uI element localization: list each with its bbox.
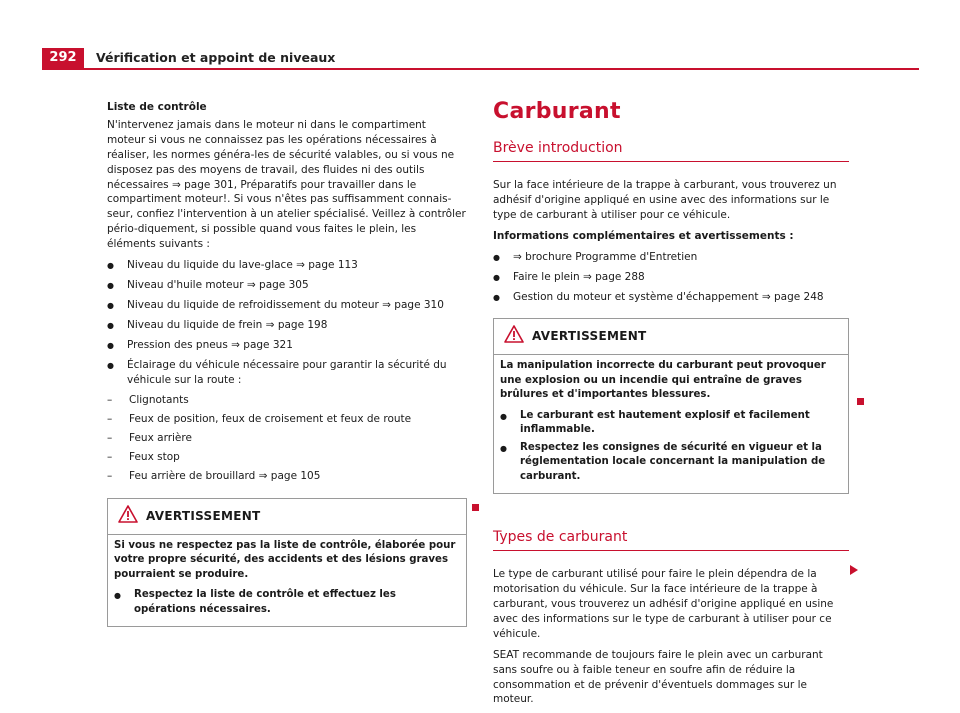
list-item: ● Le carburant est hautement explosif et facilement inflammable. — [500, 409, 842, 438]
section-end-marker — [472, 504, 479, 511]
warning-body — [494, 355, 848, 493]
continue-arrow-icon — [850, 565, 858, 575]
list-item: ● Respectez la liste de contrôle et effectuez les opérations nécessaires. — [114, 588, 460, 617]
list-item: – Feu arrière de brouillard ⇒ page 105 — [107, 469, 467, 484]
list-item: ● Niveau d'huile moteur ⇒ page 305 — [107, 278, 467, 293]
warning-header — [494, 319, 848, 355]
fuel-types-text-1: Le type de carburant utilisé pour faire le plein dépendra de la motorisation du véhicule. Sur la face intérieure de la trappe à carburant, vous trouverez un adhésif d'origine appliqué en usine avec des informations sur le type de carburant à utiliser pour ce véhicule. — [493, 568, 834, 640]
list-item: – Feux arrière — [107, 431, 467, 446]
checklist-intro: N'intervenez jamais dans le moteur ni dans le compartiment moteur si vous ne connaissez pas les opérations nécessaires à réaliser, les normes généra-les de sécurité valables, ou si vous ne disposez pas des moyens de travail, des fluides ni des outils nécessaires ⇒ page 301, Préparatifs pour travailler dans le compartiment moteur!. Si vous n'êtes pas suffisamment connais-seur, confiez l'intervention à un atelier spécialisé. Veillez à contrôler pério-diquement, si possible quand vous faites le plein, les éléments suivants : — [107, 118, 466, 251]
warning-triangle-icon — [118, 505, 138, 528]
list-item: ● Niveau du liquide de frein ⇒ page 198 — [107, 318, 467, 333]
warning-box-fuel — [493, 318, 849, 494]
warning-bullets — [500, 409, 842, 484]
section-rule — [493, 550, 849, 551]
section-heading-fuel-types: Types de carburant — [493, 529, 628, 546]
lighting-dash-list — [107, 393, 467, 484]
additional-info-bullets — [493, 250, 849, 305]
warning-title: AVERTISSEMENT — [532, 329, 647, 344]
list-item: ● ⇒ brochure Programme d'Entretien — [493, 250, 849, 265]
warning-text: La manipulation incorrecte du carburant peut provoquer une explosion ou un incendie qui entraîne de graves brûlures et d'importantes blessures. — [500, 360, 826, 401]
list-item: ● Gestion du moteur et système d'échappement ⇒ page 248 — [493, 290, 849, 305]
list-item: – Feux de position, feux de croisement et feux de route — [107, 412, 467, 427]
right-column — [493, 96, 849, 713]
chapter-title: Carburant — [493, 99, 621, 124]
list-item: ● Niveau du liquide du lave-glace ⇒ page 113 — [107, 258, 467, 273]
warning-bullets — [114, 588, 460, 617]
section-rule — [493, 161, 849, 162]
warning-body — [108, 535, 466, 626]
warning-box-checklist — [107, 498, 467, 627]
section-heading-intro: Brève introduction — [493, 140, 623, 157]
warning-header — [108, 499, 466, 535]
list-item: ● Éclairage du véhicule nécessaire pour garantir la sécurité du véhicule sur la route : — [107, 358, 467, 388]
intro-text: Sur la face intérieure de la trappe à carburant, vous trouverez un adhésif d'origine appliqué en usine avec des informations sur le type de carburant à utiliser pour ce véhicule. — [493, 179, 837, 221]
list-item: – Feux stop — [107, 450, 467, 465]
warning-text: Si vous ne respectez pas la liste de contrôle, élaborée pour votre propre sécurité, des accidents et des lésions graves pourraient se produire. — [114, 539, 456, 580]
header-rule — [42, 68, 919, 70]
list-item: ● Niveau du liquide de refroidissement du moteur ⇒ page 310 — [107, 298, 467, 313]
warning-title: AVERTISSEMENT — [146, 508, 261, 523]
fuel-types-text-2: SEAT recommande de toujours faire le plein avec un carburant sans soufre ou à faible teneur en soufre afin de réduire la consommation et de prévenir d'éventuels dommages sur le moteur. — [493, 648, 823, 706]
left-column — [107, 100, 467, 627]
list-item: ● Respectez les consignes de sécurité en vigueur et la réglementation locale concernant la manipulation de carburant. — [500, 441, 842, 484]
section-end-marker — [857, 398, 864, 405]
page-number: 292 — [42, 48, 84, 68]
checklist-heading: Liste de contrôle — [107, 101, 207, 113]
warning-triangle-icon — [504, 325, 524, 348]
list-item: ● Pression des pneus ⇒ page 321 — [107, 338, 467, 353]
additional-info-heading: Informations complémentaires et avertissements : — [493, 229, 794, 242]
list-item: ● Faire le plein ⇒ page 288 — [493, 270, 849, 285]
running-header-title: Vérification et appoint de niveaux — [96, 50, 336, 65]
list-item: – Clignotants — [107, 393, 467, 408]
checklist-bullets — [107, 258, 467, 387]
